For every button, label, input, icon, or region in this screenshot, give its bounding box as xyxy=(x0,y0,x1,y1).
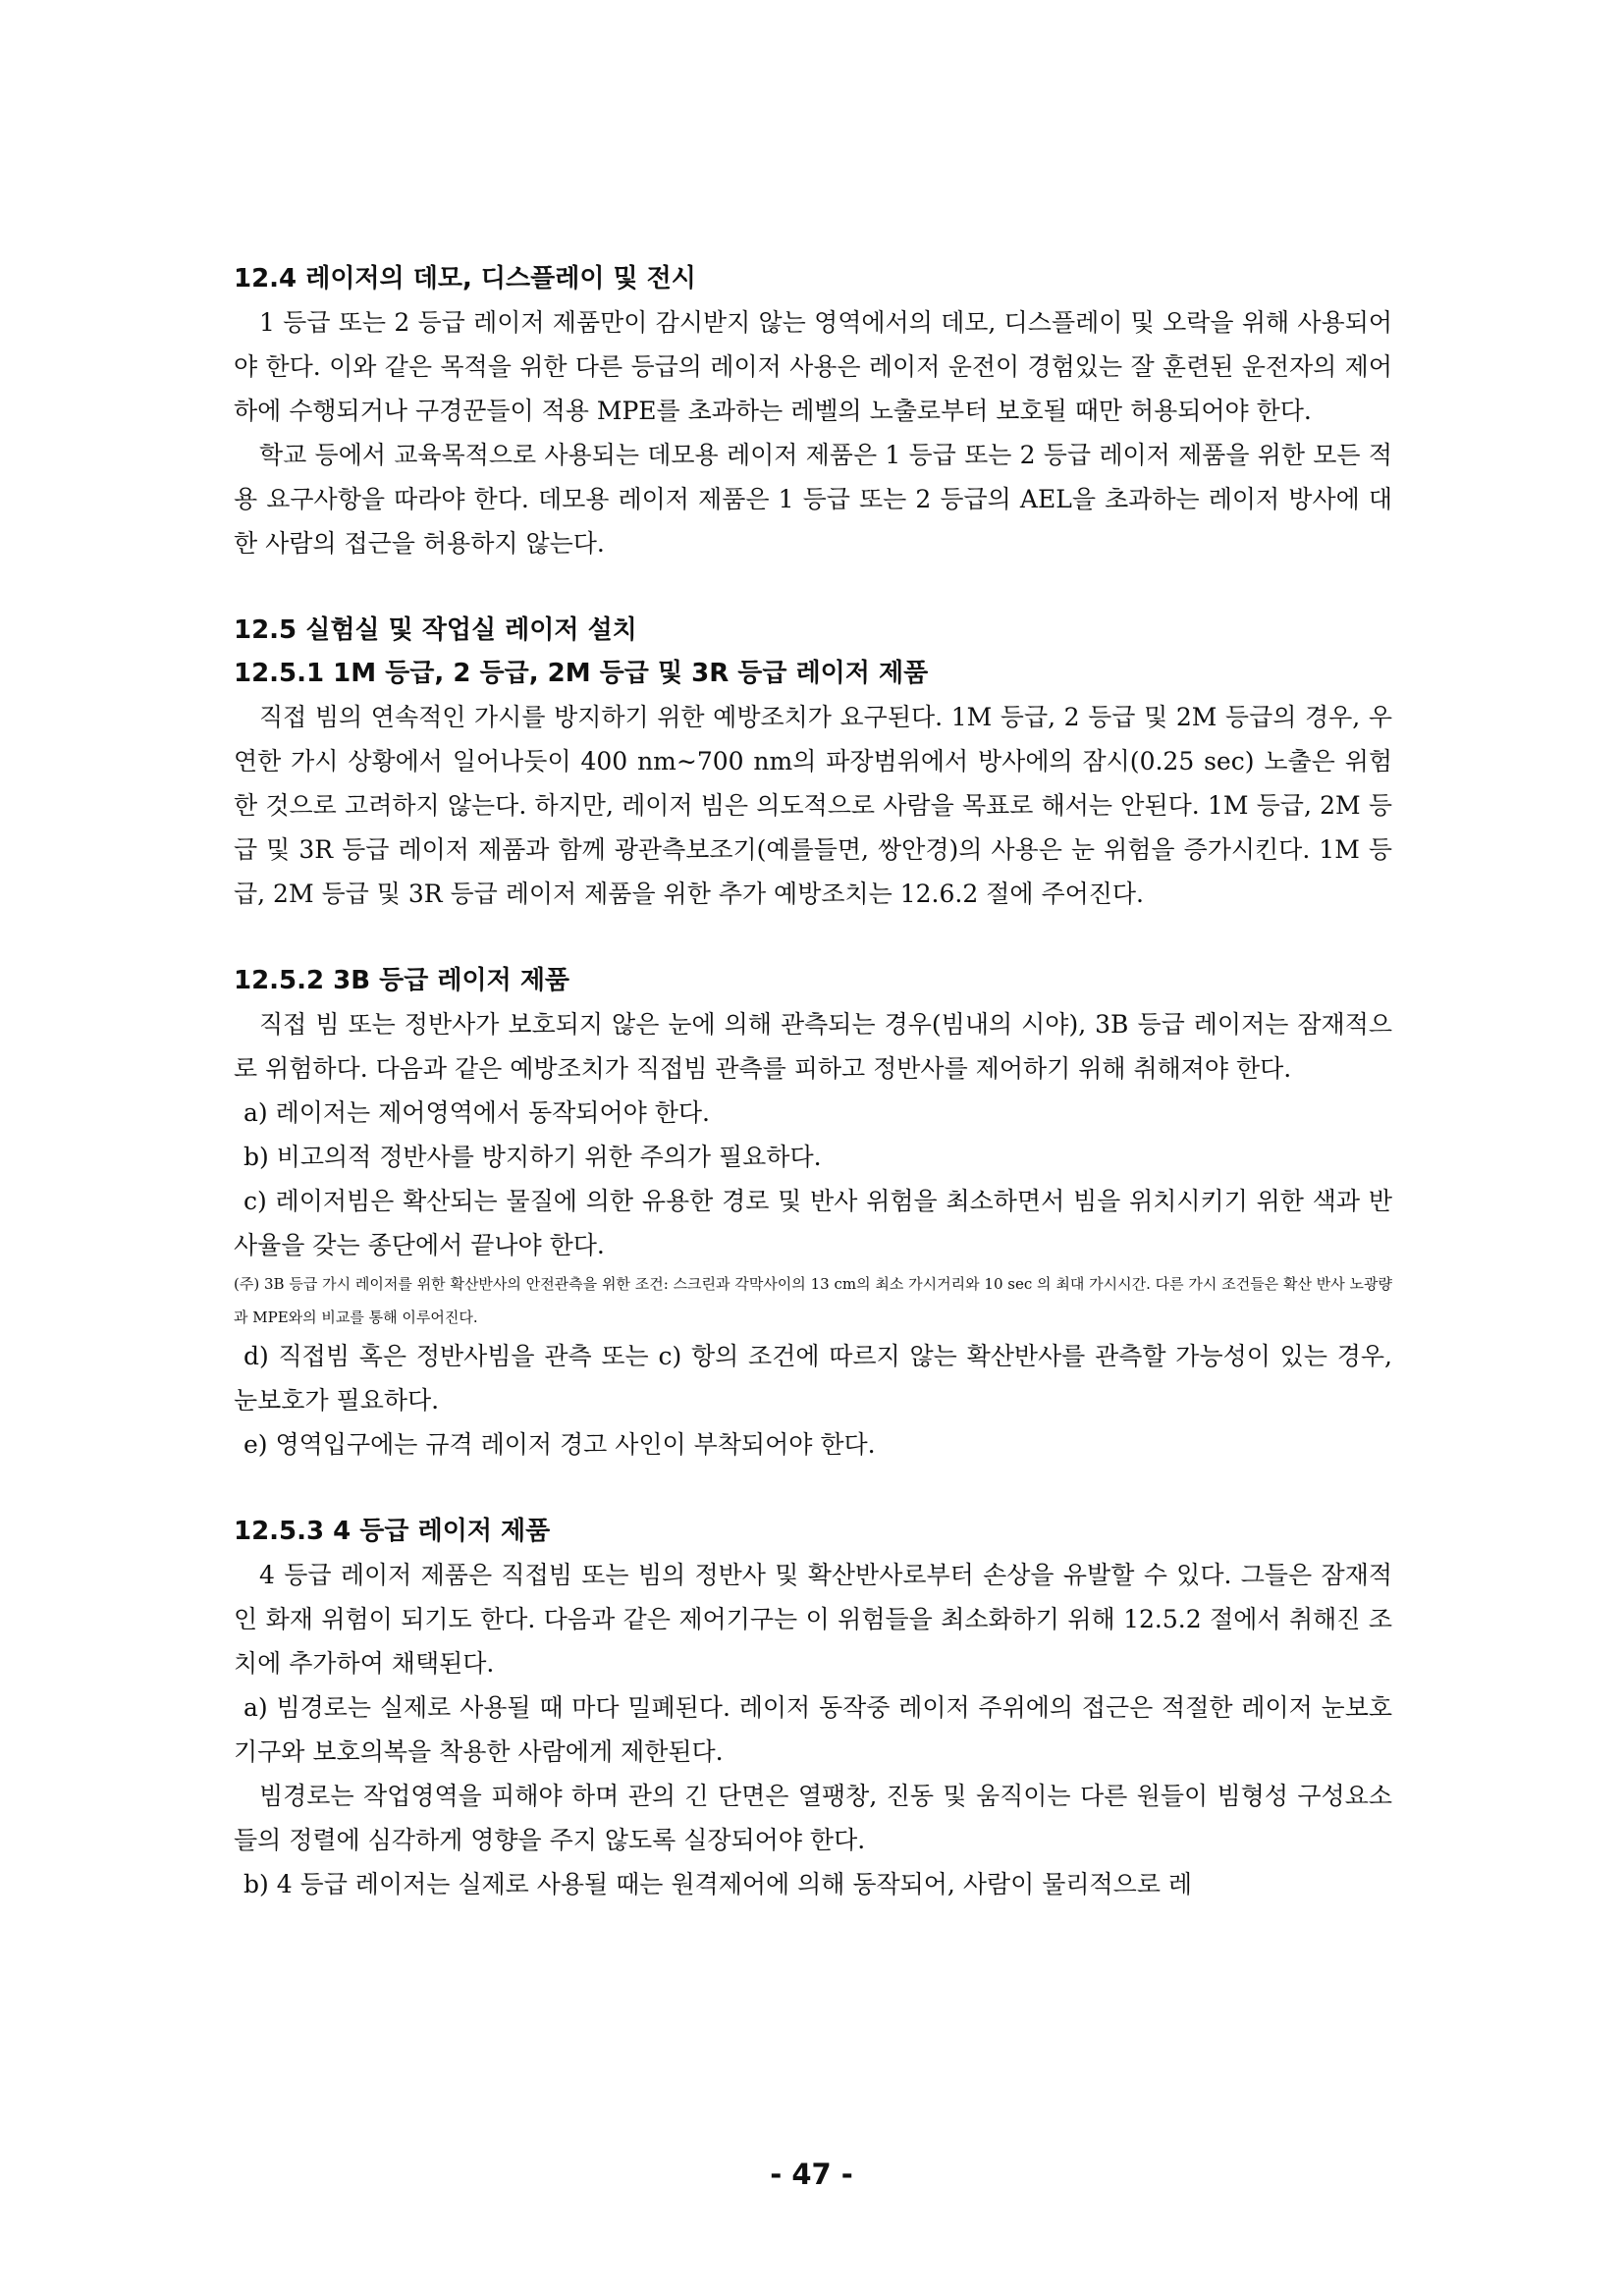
paragraph-12-5-1: 직접 빔의 연속적인 가시를 방지하기 위한 예방조치가 요구된다. 1M 등급, 2 등급 및 2M 등급의 경우, 우연한 가시 상황에서 일어나듯이 400 nm∼700 nm의 파장범위에서 방사에의 잠시(0.25 sec) 노출은 위험한 것으로 고려하지 않는다. 하지만, 레이저 빔은 의도적으로 사람을 목표로 해서는 안된다. 1M 등급, 2M 등급 및 3R 등급 레이저 제품과 함께 광관측보조기(예를들면, 쌍안경)의 사용은 눈 위험을 증가시킨다. 1M 등급, 2M 등급 및 3R 등급 레이저 제품을 위한 추가 예방조치는 12.6.2 절에 주어진다. xyxy=(234,703,1392,908)
section-gap xyxy=(234,1467,1392,1510)
list-item-c: c) 레이저빔은 확산되는 물질에 의한 유용한 경로 및 반사 위험을 최소하면서 빔을 위치시키기 위한 색과 반사율을 갖는 종단에서 끝나야 한다. xyxy=(234,1187,1392,1259)
note-text: (주) 3B 등급 가시 레이저를 위한 확산반사의 안전관측을 위한 조건: 스크린과 각막사이의 13 cm의 최소 가시거리와 10 sec 의 최대 가시시간. 다른 가시 조건들은 확산 반사 노광량과 MPE와의 비교를 통해 이루어진다. xyxy=(234,1275,1392,1326)
list-item-b-class4: b) 4 등급 레이저는 실제로 사용될 때는 원격제어에 의해 동작되어, 사람이 물리적으로 레 xyxy=(243,1870,1193,1898)
list-item-d: d) 직접빔 혹은 정반사빔을 관측 또는 c) 항의 조건에 따르지 않는 확산반사를 관측할 가능성이 있는 경우, 눈보호가 필요하다. xyxy=(234,1342,1392,1415)
subsection-heading-12-5-3: 12.5.3 4 등급 레이저 제품 xyxy=(234,1517,551,1546)
list-item-a: a) 레이저는 제어영역에서 동작되어야 한다. xyxy=(243,1098,710,1127)
paragraph-12-5-3-2: 빔경로는 작업영역을 피해야 하며 관의 긴 단면은 열팽창, 진동 및 움직이는 다른 원들이 빔형성 구성요소들의 정렬에 심각하게 영향을 주지 않도록 실장되어야 한다. xyxy=(234,1782,1392,1854)
list-item-e: e) 영역입구에는 규격 레이저 경고 사인이 부착되어야 한다. xyxy=(243,1430,876,1459)
paragraph-12-5-3: 4 등급 레이저 제품은 직접빔 또는 빔의 정반사 및 확산반사로부터 손상을 유발할 수 있다. 그들은 잠재적인 화재 위험이 되기도 한다. 다음과 같은 제어기구는 이 위험들을 최소화하기 위해 12.5.2 절에서 취해진 조치에 추가하여 채택된다. xyxy=(234,1561,1392,1678)
subsection-heading-12-5-2: 12.5.2 3B 등급 레이저 제품 xyxy=(234,966,570,995)
section-gap xyxy=(234,565,1392,609)
list-item-a-class4: a) 빔경로는 실제로 사용될 때 마다 밀폐된다. 레이저 동작중 레이저 주위에의 접근은 적절한 레이저 눈보호기구와 보호의복을 착용한 사람에게 제한된다. xyxy=(234,1693,1392,1766)
document-page xyxy=(234,257,1392,1906)
paragraph-12-4-1: 1 등급 또는 2 등급 레이저 제품만이 감시받지 않는 영역에서의 데모, 디스플레이 및 오락을 위해 사용되어야 한다. 이와 같은 목적을 위한 다른 등급의 레이저 사용은 레이저 운전이 경험있는 잘 훈련된 운전자의 제어하에 수행되거나 구경꾼들이 적용 MPE를 초과하는 레벨의 노출로부터 보호될 때만 허용되어야 한다. xyxy=(234,308,1392,425)
section-gap xyxy=(234,916,1392,959)
subsection-heading-12-5-1: 12.5.1 1M 등급, 2 등급, 2M 등급 및 3R 등급 레이저 제품 xyxy=(234,659,929,688)
paragraph-12-4-2: 학교 등에서 교육목적으로 사용되는 데모용 레이저 제품은 1 등급 또는 2 등급 레이저 제품을 위한 모든 적용 요구사항을 따라야 한다. 데모용 레이저 제품은 1 등급 또는 2 등급의 AEL을 초과하는 레이저 방사에 대한 사람의 접근을 허용하지 않는다. xyxy=(234,441,1392,558)
section-heading-12-5: 12.5 실험실 및 작업실 레이저 설치 xyxy=(234,615,637,645)
page-number: - 47 - xyxy=(770,2158,853,2191)
paragraph-12-5-2: 직접 빔 또는 정반사가 보호되지 않은 눈에 의해 관측되는 경우(빔내의 시야), 3B 등급 레이저는 잠재적으로 위험하다. 다음과 같은 예방조치가 직접빔 관측를 피하고 정반사를 제어하기 위해 취해져야 한다. xyxy=(234,1010,1392,1083)
list-item-b: b) 비고의적 정반사를 방지하기 위한 주의가 필요하다. xyxy=(243,1143,822,1171)
section-heading-12-4: 12.4 레이저의 데모, 디스플레이 및 전시 xyxy=(234,264,696,294)
